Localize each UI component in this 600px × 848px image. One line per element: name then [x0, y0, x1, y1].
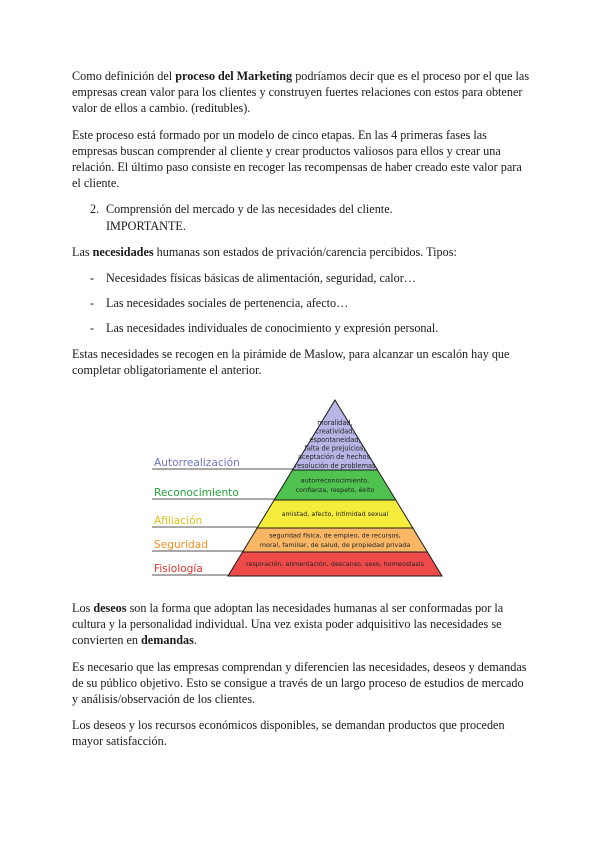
paragraph-modelo: Este proceso está formado por un modelo de cinco etapas. En las 4 primeras fases las empresas buscan comprender al cliente y crear productos valiosos para ellos y crear una relación. El último paso consiste en recoger las recompensas de haber creado este valor para el cliente. [72, 127, 522, 191]
maslow-pyramid [150, 398, 450, 582]
pyramid-level-text: creatividad, [315, 427, 355, 436]
list-number: 2. [90, 202, 100, 217]
paragraph-necesidades: Las necesidades humanas son estados de privación/carencia percibidos. Tipos: [72, 244, 457, 259]
pyramid-level-text: confianza, respeto, éxito [295, 485, 375, 494]
pyramid-level-text: resolución de problemas [294, 461, 376, 470]
bullet-text: Las necesidades individuales de conocimiento y expresión personal. [106, 321, 439, 336]
pyramid-level-text: amistad, afecto, intimidad sexual [281, 510, 389, 519]
pyramid-level-text: seguridad física, de empleo, de recursos, [269, 531, 401, 540]
pyramid-level-text: moralidad, [317, 418, 353, 427]
numbered-item-note: IMPORTANTE. [106, 218, 186, 233]
bold-necesidades: necesidades [92, 244, 154, 259]
bullet-item: - Necesidades físicas básicas de alimentación, seguridad, calor… [90, 271, 416, 286]
numbered-item-text: Comprensión del mercado y de las necesidades del cliente. [106, 202, 393, 217]
pyramid-level-text: respiración, alimentación, descanso, sexo, homeostasis [246, 560, 424, 569]
paragraph-empresas: Es necesario que las empresas comprendan y diferencien las necesidades, deseos y demandas de su público objetivo. Esto se consigue a través de un largo proceso de estudios de mercado y análisis/observación de los clientes. [72, 659, 527, 707]
pyramid-label: Seguridad [154, 539, 208, 551]
pyramid-level-text: autorreconocimiento, [300, 476, 370, 485]
pyramid-label: Fisiología [154, 563, 203, 575]
bullet-item: - Las necesidades sociales de pertenencia, afecto… [90, 296, 349, 311]
paragraph-deseos: Los deseos son la forma que adoptan las necesidades humanas al ser conformadas por la cultura y la personalidad individual. Una vez exista poder adquisitivo las necesidades se convierten en demandas. [72, 601, 504, 648]
bullet-item: - Las necesidades individuales de conocimiento y expresión personal. [90, 321, 439, 336]
pyramid-level-text: falta de prejuicios, [304, 444, 366, 453]
paragraph-recursos: Los deseos y los recursos económicos disponibles, se demandan productos que proceden mayor satisfacción. [72, 718, 505, 749]
bullet-text: Necesidades físicas básicas de alimentación, seguridad, calor… [106, 271, 416, 286]
paragraph-definition: Como definición del proceso del Marketing podríamos decir que es el proceso por el que las empresas crean valor para los clientes y construyen fuertes relaciones con estos para obtener valor de ellos a cambio. (reditubles). [72, 69, 530, 116]
bold-proceso-marketing: proceso del Marketing [175, 69, 293, 83]
pyramid-level-text: aceptación de hechos, [297, 453, 373, 462]
numbered-item [90, 201, 532, 233]
bullet-text: Las necesidades sociales de pertenencia, afecto… [106, 296, 349, 311]
pyramid-label: Reconocimiento [154, 487, 239, 499]
pyramid-label: Afiliación [154, 515, 203, 527]
pyramid-level-text: moral, familiar, de salud, de propiedad privada [259, 540, 411, 549]
pyramid-label: Autorrealización [154, 457, 240, 469]
paragraph-maslow: Estas necesidades se recogen en la pirámide de Maslow, para alcanzar un escalón hay que completar obligatoriamente el anterior. [72, 346, 510, 377]
pyramid-level-text: espontaneidad, [309, 436, 361, 445]
bold-deseos: deseos [93, 601, 127, 616]
bold-demandas: demandas [141, 633, 194, 648]
